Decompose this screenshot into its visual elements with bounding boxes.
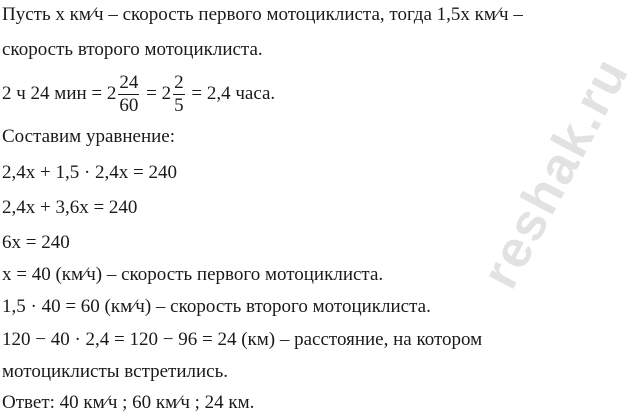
time-suffix: = 2,4 часа. (191, 82, 276, 104)
fraction-24-60 (118, 72, 139, 117)
time-prefix: 2 ч 24 мин = 2 (2, 82, 117, 104)
text-line-1: Пусть x км⁄ч – скорость первого мотоциклиста, тогда 1,5x км⁄ч – (2, 4, 523, 25)
fraction-denominator: 60 (119, 95, 139, 116)
equation-line-1: 2,4x + 1,5 · 2,4x = 240 (2, 162, 178, 183)
text-line-6: 120 − 40 · 2,4 = 120 − 96 = 24 (км) – расстояние, на котором (2, 329, 483, 350)
answer-line: Ответ: 40 км⁄ч ; 60 км⁄ч ; 24 км. (2, 392, 255, 413)
text-line-5: 1,5 · 40 = 60 (км⁄ч) – скорость второго мотоциклиста. (2, 296, 431, 317)
text-line-2: скорость второго мотоциклиста. (2, 39, 263, 60)
fraction-numerator: 24 (119, 72, 139, 93)
text-line-3: Составим уравнение: (2, 126, 176, 147)
time-mid: = 2 (146, 82, 172, 104)
equation-line-2: 2,4x + 3,6x = 240 (2, 197, 138, 218)
time-conversion-line (2, 72, 275, 117)
fraction-numerator: 2 (174, 72, 184, 93)
fraction-2-5 (173, 72, 185, 117)
watermark: reshak.ru (470, 47, 641, 298)
equation-line-3: 6x = 240 (2, 232, 70, 253)
text-line-4: x = 40 (км⁄ч) – скорость первого мотоциклиста. (2, 264, 384, 285)
text-line-7: мотоциклисты встретились. (2, 361, 229, 382)
fraction-denominator: 5 (174, 95, 184, 116)
